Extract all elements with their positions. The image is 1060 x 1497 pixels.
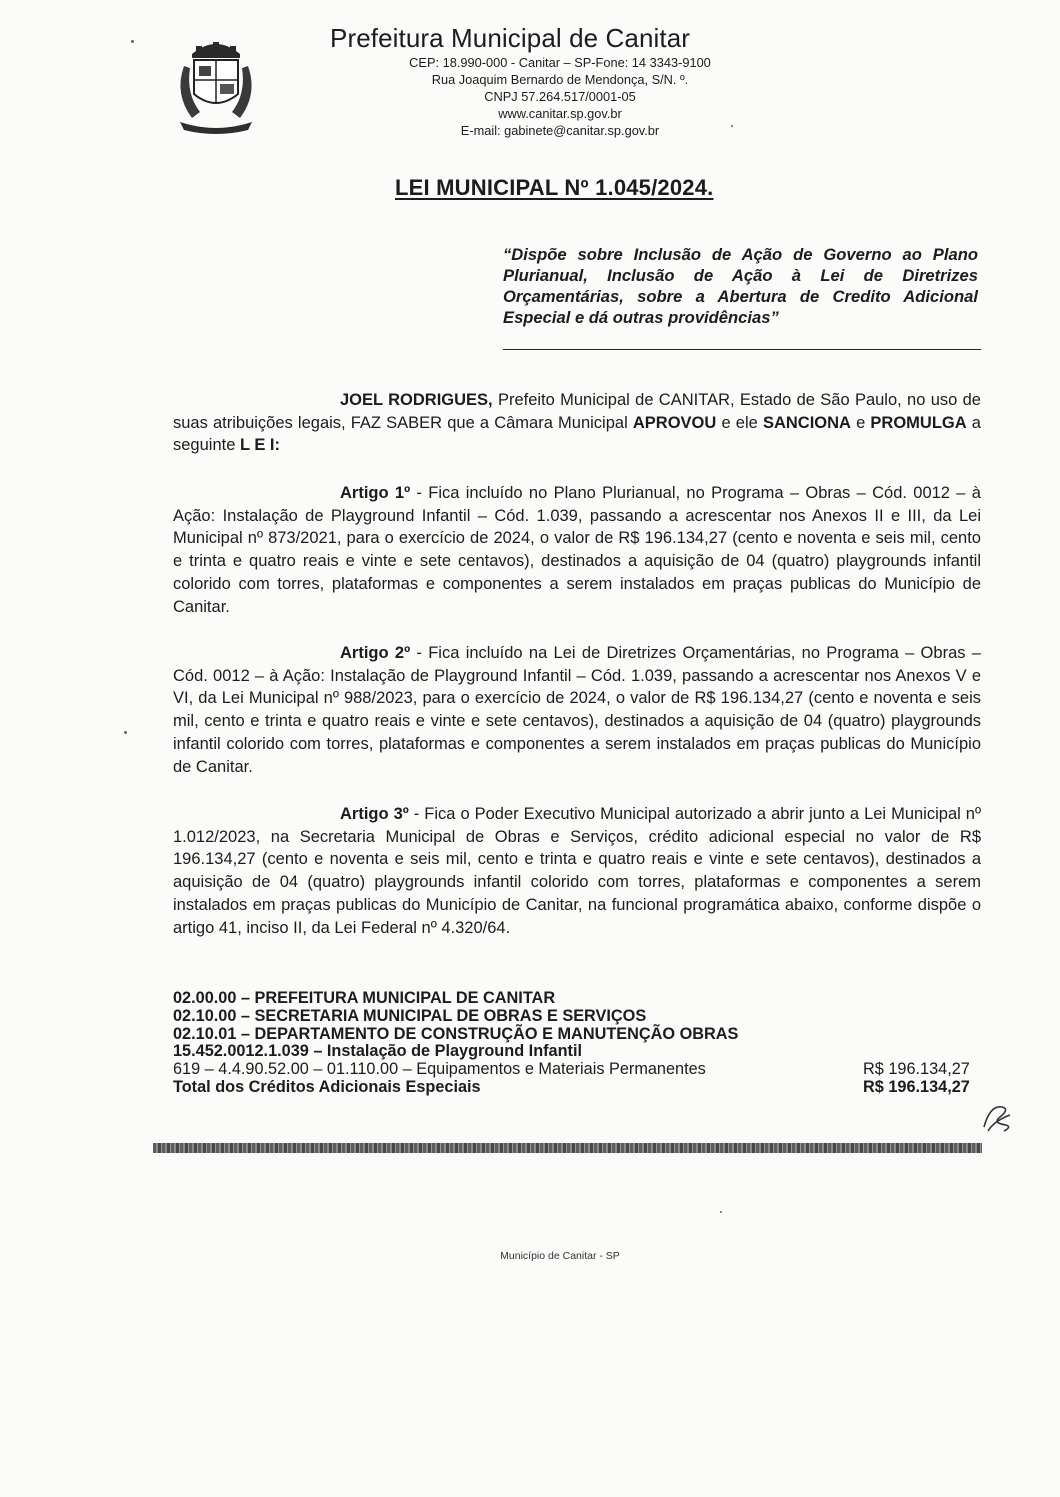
budget-total-row xyxy=(173,1079,981,1097)
scan-speck xyxy=(131,40,134,43)
address-cep-line: CEP: 18.990-000 - Canitar – SP-Fone: 14 3343-9100 xyxy=(409,55,711,70)
budget-item-value: R$ 196.134,27 xyxy=(863,1060,970,1079)
scan-speck xyxy=(720,1211,722,1213)
budget-total-value: R$ 196.134,27 xyxy=(863,1077,970,1096)
budget-line-unit: 02.10.00 – SECRETARIA MUNICIPAL DE OBRAS E SERVIÇOS xyxy=(173,1006,647,1025)
scan-speck xyxy=(731,125,733,127)
municipal-crest-icon xyxy=(170,32,262,136)
footer-separator-bar xyxy=(153,1143,982,1153)
institution-name: Prefeitura Municipal de Canitar xyxy=(330,23,691,53)
ementa-underline xyxy=(503,349,981,350)
budget-allocation xyxy=(173,990,981,1097)
preamble-paragraph: JOEL RODRIGUES, Prefeito Municipal de CANITAR, Estado de São Paulo, no uso de suas atribuições legais, FAZ SABER que a Câmara Municipal APROVOU e ele SANCIONA e PROMULGA a seguinte L E I: xyxy=(173,391,981,455)
article-1 xyxy=(173,482,981,618)
article-1-label: Artigo 1º xyxy=(340,484,411,502)
article-2-label: Artigo 2º xyxy=(340,644,411,662)
budget-line-functional: 15.452.0012.1.039 – Instalação de Playground Infantil xyxy=(173,1042,583,1061)
article-2-text: - Fica incluído na Lei de Diretrizes Orçamentárias, no Programa – Obras – Cód. 0012 – à Ação: Instalação de Playground Infantil – Cód. 1.039, passando a acrescentar nos Anexos V e VI, da Lei Municipal nº 988/2023, para o exercício de 2024, o valor de R$ 196.134,27 (cento e noventa e seis mil, cento e trinta e quatro reais e vinte e sete centavos), destinados a aquisição de 04 (quatro) playgrounds infantil colorido com torres, plataformas e componentes a serem instalados em praças publicas do Município de Canitar. xyxy=(173,644,981,776)
article-3-text: - Fica o Poder Executivo Municipal autorizado a abrir junto a Lei Municipal nº 1.012/2023, na Secretaria Municipal de Obras e Serviços, crédito adicional especial no valor de R$ 196.134,27 (cento e noventa e seis mil, cento e trinta e quatro reais e vinte e sete centavos), destinados a aquisição de 04 (quatro) playgrounds infantil colorido com torres, plataformas e componentes a serem instalados em praças publicas do Município de Canitar, na funcional programática abaixo, conforme dispõe o artigo 41, inciso II, da Lei Federal nº 4.320/64. xyxy=(173,805,981,937)
article-3 xyxy=(173,803,981,939)
law-title: LEI MUNICIPAL Nº 1.045/2024. xyxy=(395,175,714,200)
budget-item-label: 619 – 4.4.90.52.00 – 01.110.00 – Equipamentos e Materiais Permanentes xyxy=(173,1060,706,1079)
cnpj-line: CNPJ 57.264.517/0001-05 xyxy=(484,89,636,104)
article-2 xyxy=(173,642,981,778)
website-line: www.canitar.sp.gov.br xyxy=(498,106,622,121)
page-footer: Município de Canitar - SP xyxy=(500,1250,620,1262)
letterhead xyxy=(330,22,790,139)
budget-item-row xyxy=(173,1061,981,1079)
mayor-name: JOEL RODRIGUES, xyxy=(340,391,493,409)
scan-speck xyxy=(124,731,127,734)
ementa: “Dispõe sobre Inclusão de Ação de Governo ao Plano Plurianual, Inclusão de Ação à Lei de Diretrizes Orçamentárias, sobre a Abertura de Credito Adicional Especial e dá outras providências” xyxy=(503,245,978,327)
article-1-text: - Fica incluído no Plano Plurianual, no Programa – Obras – Cód. 0012 – à Ação: Instalação de Playground Infantil – Cód. 1.039, passando a acrescentar nos Anexos II e III, da Lei Municipal nº 873/2021, para o exercício de 2024, o valor de R$ 196.134,27 (cento e noventa e seis mil, cento e trinta e quatro reais e vinte e sete centavos), destinados a aquisição de 04 (quatro) playgrounds infantil colorido com torres, plataformas e componentes a serem instalados em praças publicas do Município de Canitar. xyxy=(173,484,981,616)
rubric-signature-icon xyxy=(980,1097,1016,1137)
budget-line-organ: 02.00.00 – PREFEITURA MUNICIPAL DE CANITAR xyxy=(173,989,556,1007)
email-line: E-mail: gabinete@canitar.sp.gov.br xyxy=(460,123,660,138)
budget-line-department: 02.10.01 – DEPARTAMENTO DE CONSTRUÇÃO E MANUTENÇÃO OBRAS xyxy=(173,1024,739,1043)
budget-total-label: Total dos Créditos Adicionais Especiais xyxy=(173,1077,481,1096)
address-street-line: Rua Joaquim Bernardo de Mendonça, S/N. º. xyxy=(431,72,689,87)
article-3-label: Artigo 3º xyxy=(340,805,409,823)
